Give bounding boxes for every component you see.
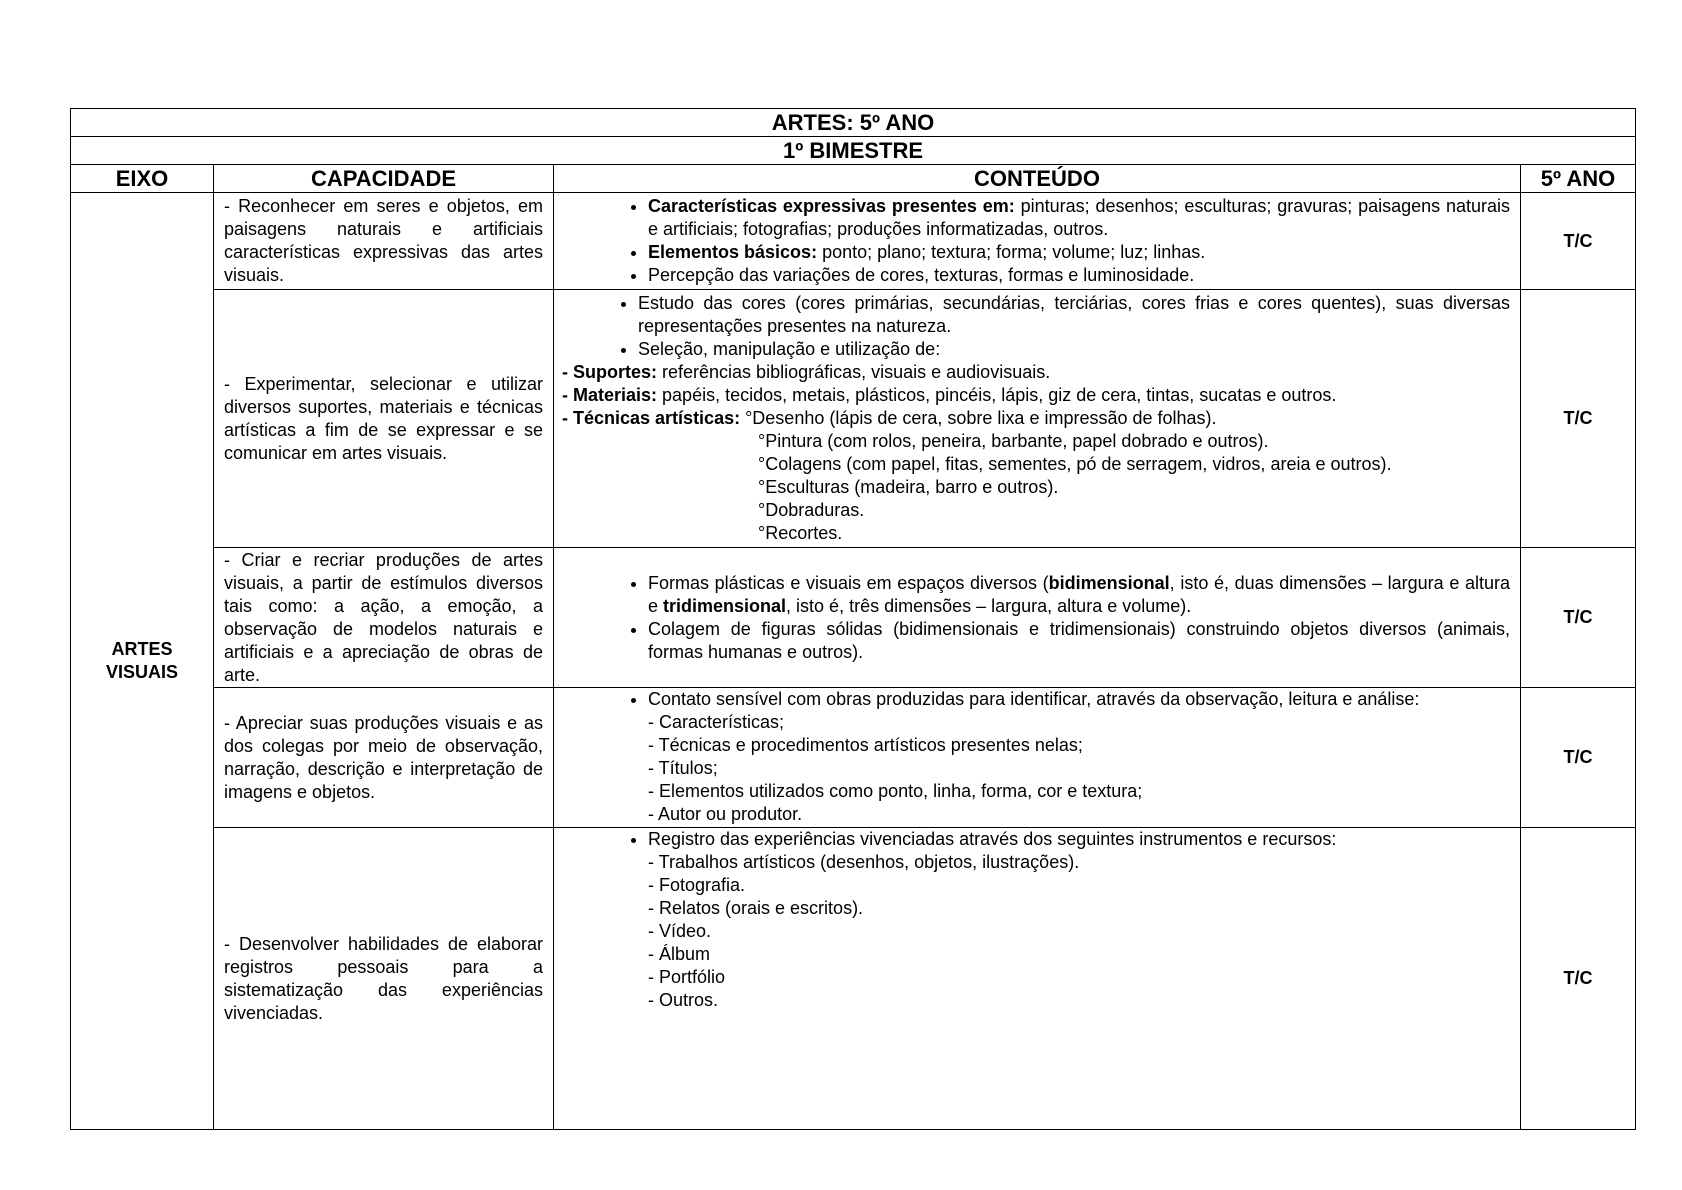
title-row [71, 109, 1636, 137]
sub-item: - Autor ou produtor. [648, 804, 803, 824]
capacidade-cell: - Reconhecer em seres e objetos, em paisagens naturais e artificiais características expressivas das artes visuais. [214, 193, 554, 290]
conteudo-cell [554, 193, 1521, 290]
item-text: , isto é, duas dimensões – largura e altura e [648, 572, 1510, 616]
item-text: pinturas; desenhos; esculturas; gravuras; paisagens naturais e artificiais; fotografias; produções informatizadas, outros. [648, 196, 1511, 239]
capacidade-cell: - Desenvolver habilidades de elaborar registros pessoais para a sistematização das experiências vivenciadas. [214, 828, 554, 1130]
sub-item: - Elementos utilizados como ponto, linha, forma, cor e textura; [648, 781, 1143, 801]
sub-item: - Trabalhos artísticos (desenhos, objetos, ilustrações). [648, 852, 1080, 872]
column-header-capacidade: CAPACIDADE [214, 165, 554, 193]
list-item: • Contato sensível com obras produzidas para identificar, através da observação, leitura e análise: [648, 688, 1510, 711]
table-title: ARTES: 5º ANO [71, 109, 1636, 137]
capacidade-cell: - Criar e recriar produções de artes visuais, a partir de estímulos diversos tais como: a ação, a emoção, a observação de modelos naturais e artificiais e a apreciação de obras de arte. [214, 548, 554, 688]
sub-item: - Fotografia. [648, 875, 746, 895]
ano-cell: T/C [1521, 290, 1636, 548]
bold-text: bidimensional [1048, 572, 1170, 593]
capacidade-cell: - Apreciar suas produções visuais e as dos colegas por meio de observação, narração, descrição e interpretação de imagens e objetos. [214, 688, 554, 828]
item-text: Percepção das variações de cores, texturas, formas e luminosidade. [648, 265, 1195, 285]
eixo-cell [71, 193, 214, 1130]
list-item: • Colagem de figuras sólidas (bidimensionais e tridimensionais) construindo objetos diversos (animais, formas humanas e outros). [648, 618, 1510, 664]
list-item [648, 572, 1510, 618]
tecnicas-line [562, 407, 1510, 430]
item-text: referências bibliográficas, visuais e audiovisuais. [657, 362, 1051, 382]
list-item [648, 241, 1510, 264]
bold-text: - Materiais: [562, 385, 658, 405]
table-row [71, 290, 1636, 548]
conteudo-cell [554, 688, 1521, 828]
capacidade-cell: - Experimentar, selecionar e utilizar diversos suportes, materiais e técnicas artísticas a fim de se expressar e se comunicar em artes visuais. [214, 290, 554, 548]
eixo-label-line1: ARTES [111, 639, 173, 659]
item-text: , isto é, três dimensões – largura, altura e volume). [786, 595, 1192, 616]
item-text: papéis, tecidos, metais, plásticos, pincéis, lápis, giz de cera, tintas, sucatas e outros. [657, 385, 1337, 405]
item-text: °Desenho (lápis de cera, sobre lixa e impressão de folhas). [740, 408, 1217, 428]
sub-item: - Títulos; [648, 758, 718, 778]
list-item [648, 264, 1510, 287]
ano-cell: T/C [1521, 688, 1636, 828]
sub-item: - Relatos (orais e escritos). [648, 898, 864, 918]
list-item: • Registro das experiências vivenciadas através dos seguintes instrumentos e recursos: [648, 828, 1510, 851]
sub-item: - Álbum [648, 944, 711, 964]
table-row [71, 828, 1636, 1130]
item-text: Formas plásticas e visuais em espaços diversos ( [648, 572, 1049, 593]
sub-item: - Outros. [648, 990, 719, 1010]
tecnica-item: °Recortes. [758, 523, 843, 543]
ano-cell: T/C [1521, 193, 1636, 290]
materiais-line [562, 384, 1510, 407]
sub-item: - Portfólio [648, 967, 726, 987]
table-row [71, 688, 1636, 828]
bold-text: Elementos básicos: [648, 242, 818, 262]
list-item: • Seleção, manipulação e utilização de: [638, 338, 1510, 361]
list-item [648, 195, 1510, 241]
bold-text: Características expressivas presentes em: [648, 196, 1015, 216]
curriculum-table [70, 108, 1636, 1130]
sub-item: - Vídeo. [648, 921, 712, 941]
list-item: • Estudo das cores (cores primárias, secundárias, terciárias, cores frias e cores quentes), suas diversas representações presentes na natureza. [638, 292, 1510, 338]
conteudo-cell [554, 828, 1521, 1130]
ano-cell: T/C [1521, 828, 1636, 1130]
tecnica-item: °Pintura (com rolos, peneira, barbante, papel dobrado e outros). [758, 431, 1269, 451]
sub-item: - Características; [648, 712, 785, 732]
item-text: ponto; plano; textura; forma; volume; luz; linhas. [817, 242, 1206, 262]
tecnica-item: °Dobraduras. [758, 500, 865, 520]
sub-item: - Técnicas e procedimentos artísticos presentes nelas; [648, 735, 1083, 755]
tecnica-item: °Esculturas (madeira, barro e outros). [758, 477, 1059, 497]
table-row [71, 193, 1636, 290]
column-header-eixo: EIXO [71, 165, 214, 193]
subtitle-row [71, 137, 1636, 165]
bold-text: tridimensional [663, 595, 787, 616]
suportes-line [562, 361, 1510, 384]
bold-text: - Técnicas artísticas: [562, 408, 741, 428]
bold-text: - Suportes: [562, 362, 658, 382]
table-row [71, 548, 1636, 688]
conteudo-cell [554, 548, 1521, 688]
column-header-conteudo: CONTEÚDO [554, 165, 1521, 193]
column-header-row [71, 165, 1636, 193]
column-header-ano: 5º ANO [1521, 165, 1636, 193]
table-subtitle: 1º BIMESTRE [71, 137, 1636, 165]
eixo-label-line2: VISUAIS [105, 662, 179, 682]
ano-cell: T/C [1521, 548, 1636, 688]
conteudo-cell [554, 290, 1521, 548]
tecnica-item: °Colagens (com papel, fitas, sementes, pó de serragem, vidros, areia e outros). [758, 454, 1392, 474]
